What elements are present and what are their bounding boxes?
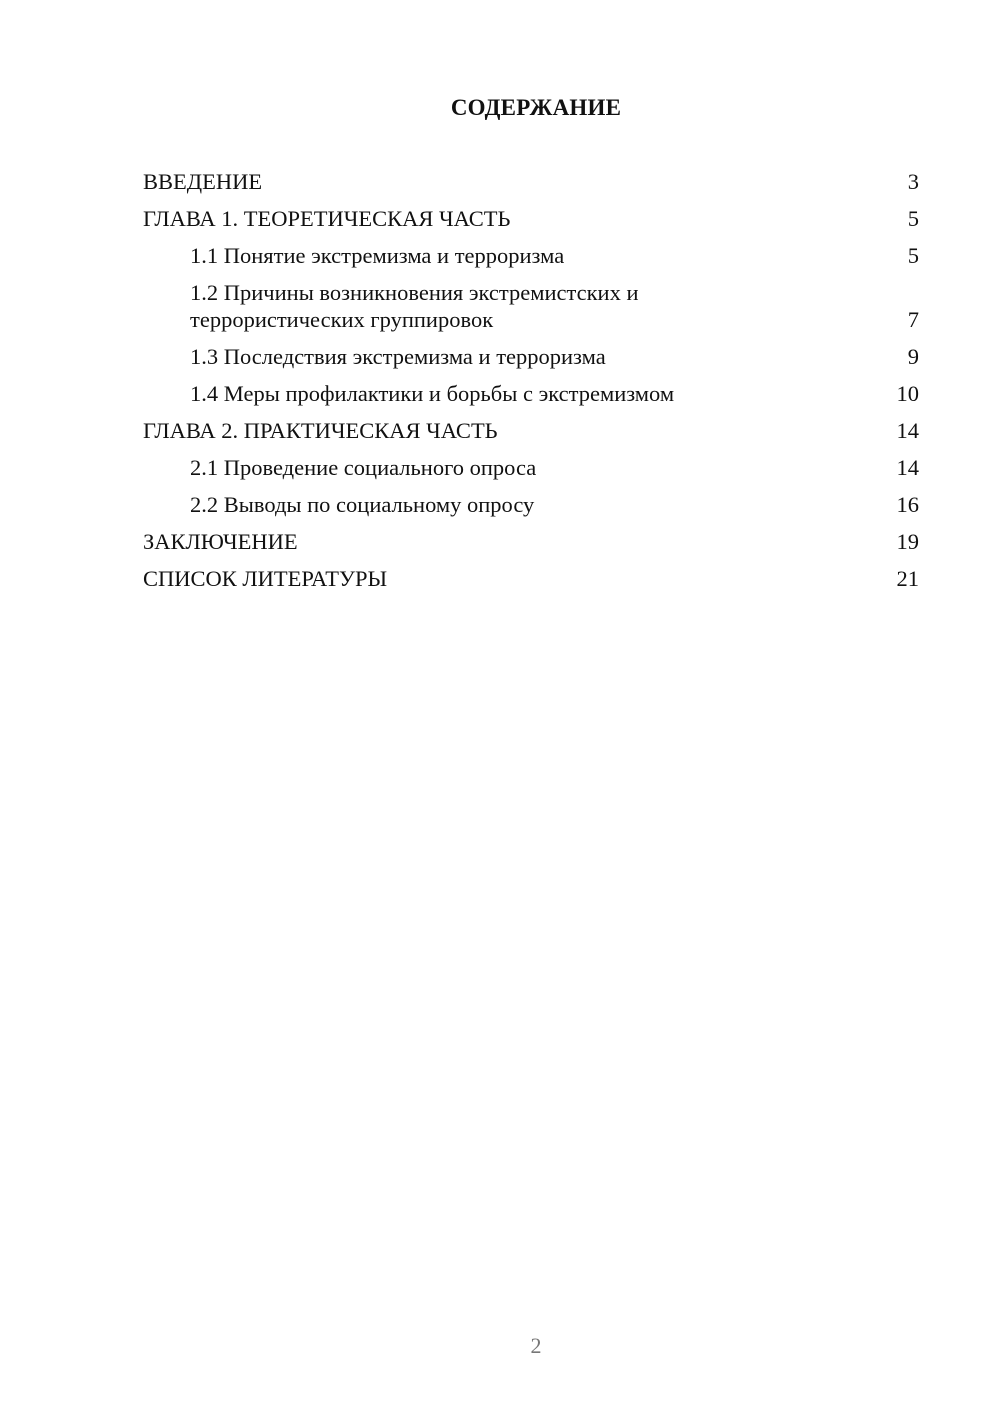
- toc-entry-label: 1.2 Причины возникновения экстремистских и террористических группировок: [190, 280, 639, 332]
- toc-entry-label: ГЛАВА 2. ПРАКТИЧЕСКАЯ ЧАСТЬ: [143, 418, 498, 443]
- toc-entry-page: 5: [907, 206, 919, 231]
- toc-entry-label: ЗАКЛЮЧЕНИЕ: [143, 529, 298, 554]
- toc-entry-label: 1.4 Меры профилактики и борьбы с экстремизмом: [190, 381, 675, 406]
- toc-entry-page: 3: [907, 169, 919, 194]
- toc-entry-page: 14: [896, 418, 919, 443]
- toc-entry-label: ГЛАВА 1. ТЕОРЕТИЧЕСКАЯ ЧАСТЬ: [143, 206, 511, 231]
- toc-entry-page: 10: [896, 381, 919, 406]
- toc-entry: [143, 417, 919, 444]
- toc-entry: [143, 205, 919, 232]
- table-of-contents: [143, 168, 919, 602]
- toc-entry-page: 14: [896, 455, 919, 480]
- page-number: 2: [530, 1333, 542, 1358]
- toc-entry-page: 16: [896, 492, 919, 517]
- toc-entry-label: 2.2 Выводы по социальному опросу: [190, 492, 535, 517]
- toc-entry-label: ВВЕДЕНИЕ: [143, 169, 263, 194]
- toc-entry: [143, 343, 919, 370]
- toc-entry-label: СПИСОК ЛИТЕРАТУРЫ: [143, 566, 388, 591]
- toc-entry-label: 2.1 Проведение социального опроса: [190, 455, 537, 480]
- toc-entry-label: 1.1 Понятие экстремизма и терроризма: [190, 243, 565, 268]
- toc-entry: [143, 528, 919, 555]
- toc-entry-page: 9: [907, 344, 919, 369]
- toc-entry: [143, 242, 919, 269]
- toc-entry: [143, 491, 919, 518]
- toc-entry: [143, 454, 919, 481]
- toc-entry: [143, 168, 919, 195]
- toc-entry-page: 7: [907, 307, 919, 332]
- toc-entry-page: 19: [896, 529, 919, 554]
- toc-entry-label: 1.3 Последствия экстремизма и терроризма: [190, 344, 606, 369]
- toc-entry: [143, 279, 919, 333]
- toc-title: СОДЕРЖАНИЕ: [450, 95, 622, 120]
- toc-entry-page: 21: [896, 566, 919, 591]
- toc-entry: [143, 380, 919, 407]
- toc-entry-page: 5: [907, 243, 919, 268]
- toc-entry: [143, 565, 919, 592]
